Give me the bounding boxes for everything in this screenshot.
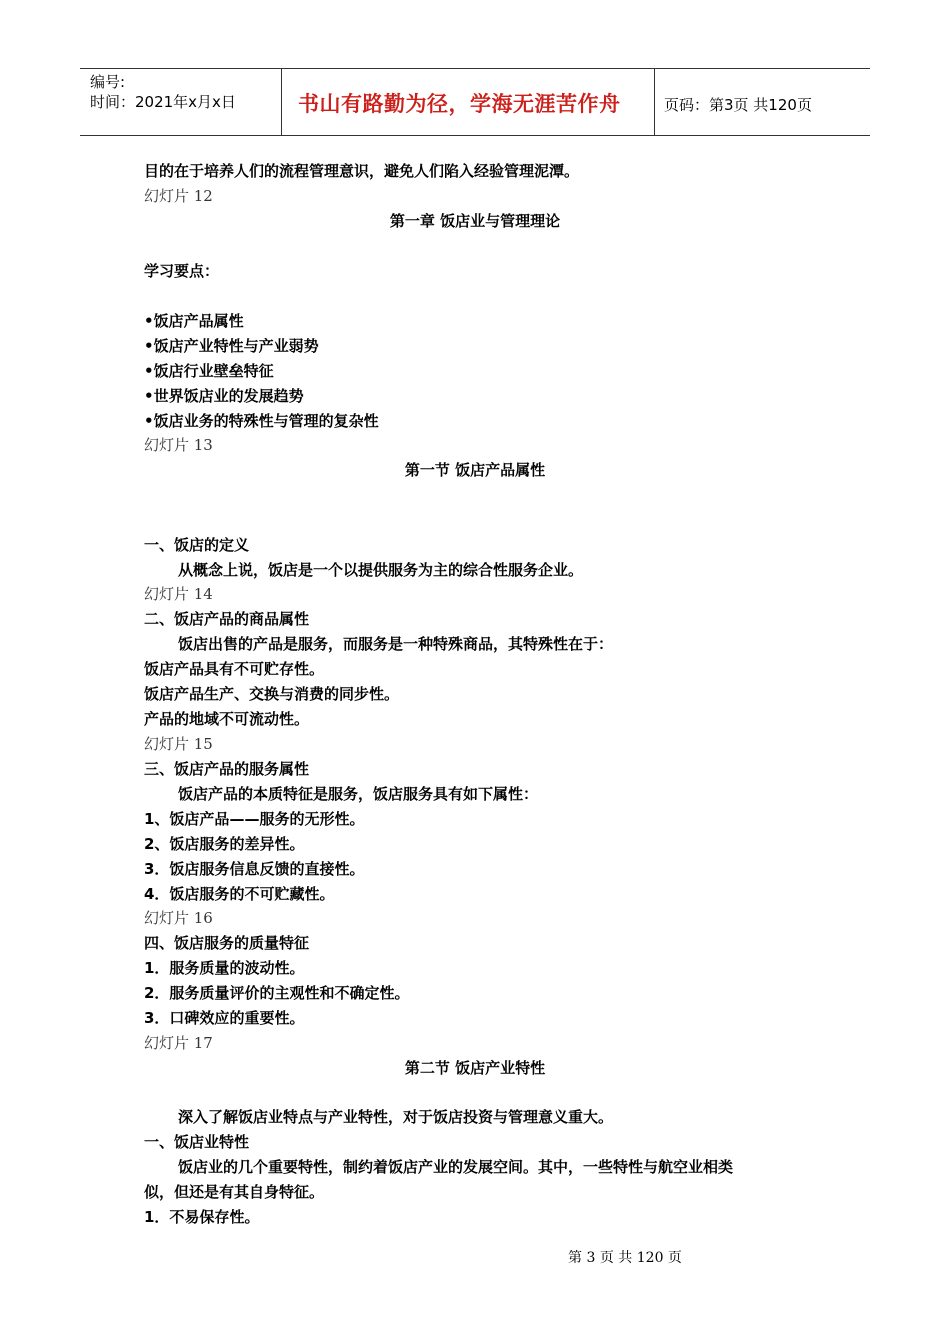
body-line: 饭店产品生产、交换与消费的同步性。 [144,685,400,703]
slide-label: 幻灯片 15 [144,735,213,753]
bullet-item: •世界饭店业的发展趋势 [144,387,304,405]
body-paragraph: 饭店业的几个重要特性，制约着饭店产业的发展空间。其中，一些特性与航空业相类 [178,1158,734,1176]
numbered-item: 3．饭店服务信息反馈的直接性。 [144,860,365,878]
subsection-heading: 三、饭店产品的服务属性 [144,760,310,778]
chapter-title: 第一章 饭店业与管理理论 [389,212,561,230]
header-top-rule [80,68,870,69]
numbered-item: 1．不易保存性。 [144,1208,260,1226]
subsection-heading: 一、饭店业特性 [144,1133,250,1151]
header-divider-left [281,68,282,135]
bullet-item: •饭店业务的特殊性与管理的复杂性 [144,412,379,430]
slide-label: 幻灯片 14 [144,585,213,603]
bullet-item: •饭店行业壁垒特征 [144,362,274,380]
body-paragraph: 从概念上说，饭店是一个以提供服务为主的综合性服务企业。 [178,561,584,579]
body-paragraph: 饭店出售的产品是服务，而服务是一种特殊商品，其特殊性在于： [178,635,614,653]
body-line: 产品的地域不可流动性。 [144,710,310,728]
section-title: 第一节 饭店产品属性 [404,461,546,479]
bullet-item: •饭店产业特性与产业弱势 [144,337,319,355]
numbered-item: 1、饭店产品——服务的无形性。 [144,810,365,828]
body-line: 似，但还是有其自身特征。 [144,1183,325,1201]
numbered-item: 3．口碑效应的重要性。 [144,1009,305,1027]
numbered-item: 2．服务质量评价的主观性和不确定性。 [144,984,410,1002]
numbered-item: 1．服务质量的波动性。 [144,959,305,977]
numbered-item: 4．饭店服务的不可贮藏性。 [144,885,335,903]
numbered-item: 2、饭店服务的差异性。 [144,835,305,853]
page-footer: 第 3 页 共 120 页 [568,1250,682,1266]
body-paragraph: 深入了解饭店业特点与产业特性，对于饭店投资与管理意义重大。 [178,1108,614,1126]
header-bottom-rule [80,135,870,136]
body-line: 饭店产品具有不可贮存性。 [144,660,325,678]
slide-label: 幻灯片 12 [144,187,213,205]
subsection-heading: 二、饭店产品的商品属性 [144,610,310,628]
subsection-heading: 一、饭店的定义 [144,536,250,554]
section-title: 第二节 饭店产业特性 [404,1059,546,1077]
header-divider-right [654,68,655,135]
header-page-info: 页码：第3页 共120页 [664,96,812,114]
slide-label: 幻灯片 17 [144,1034,213,1052]
bullet-item: •饭店产品属性 [144,312,244,330]
body-paragraph: 目的在于培养人们的流程管理意识，避免人们陷入经验管理泥潭。 [144,162,580,180]
document-date: 时间：2021年x月x日 [90,93,236,111]
header-motto: 书山有路勤为径，学海无涯苦作舟 [298,92,621,116]
slide-label: 幻灯片 16 [144,909,213,927]
section-heading: 学习要点： [144,262,220,280]
document-number-label: 编号: [90,73,126,91]
body-paragraph: 饭店产品的本质特征是服务，饭店服务具有如下属性： [178,785,539,803]
slide-label: 幻灯片 13 [144,436,213,454]
subsection-heading: 四、饭店服务的质量特征 [144,934,310,952]
